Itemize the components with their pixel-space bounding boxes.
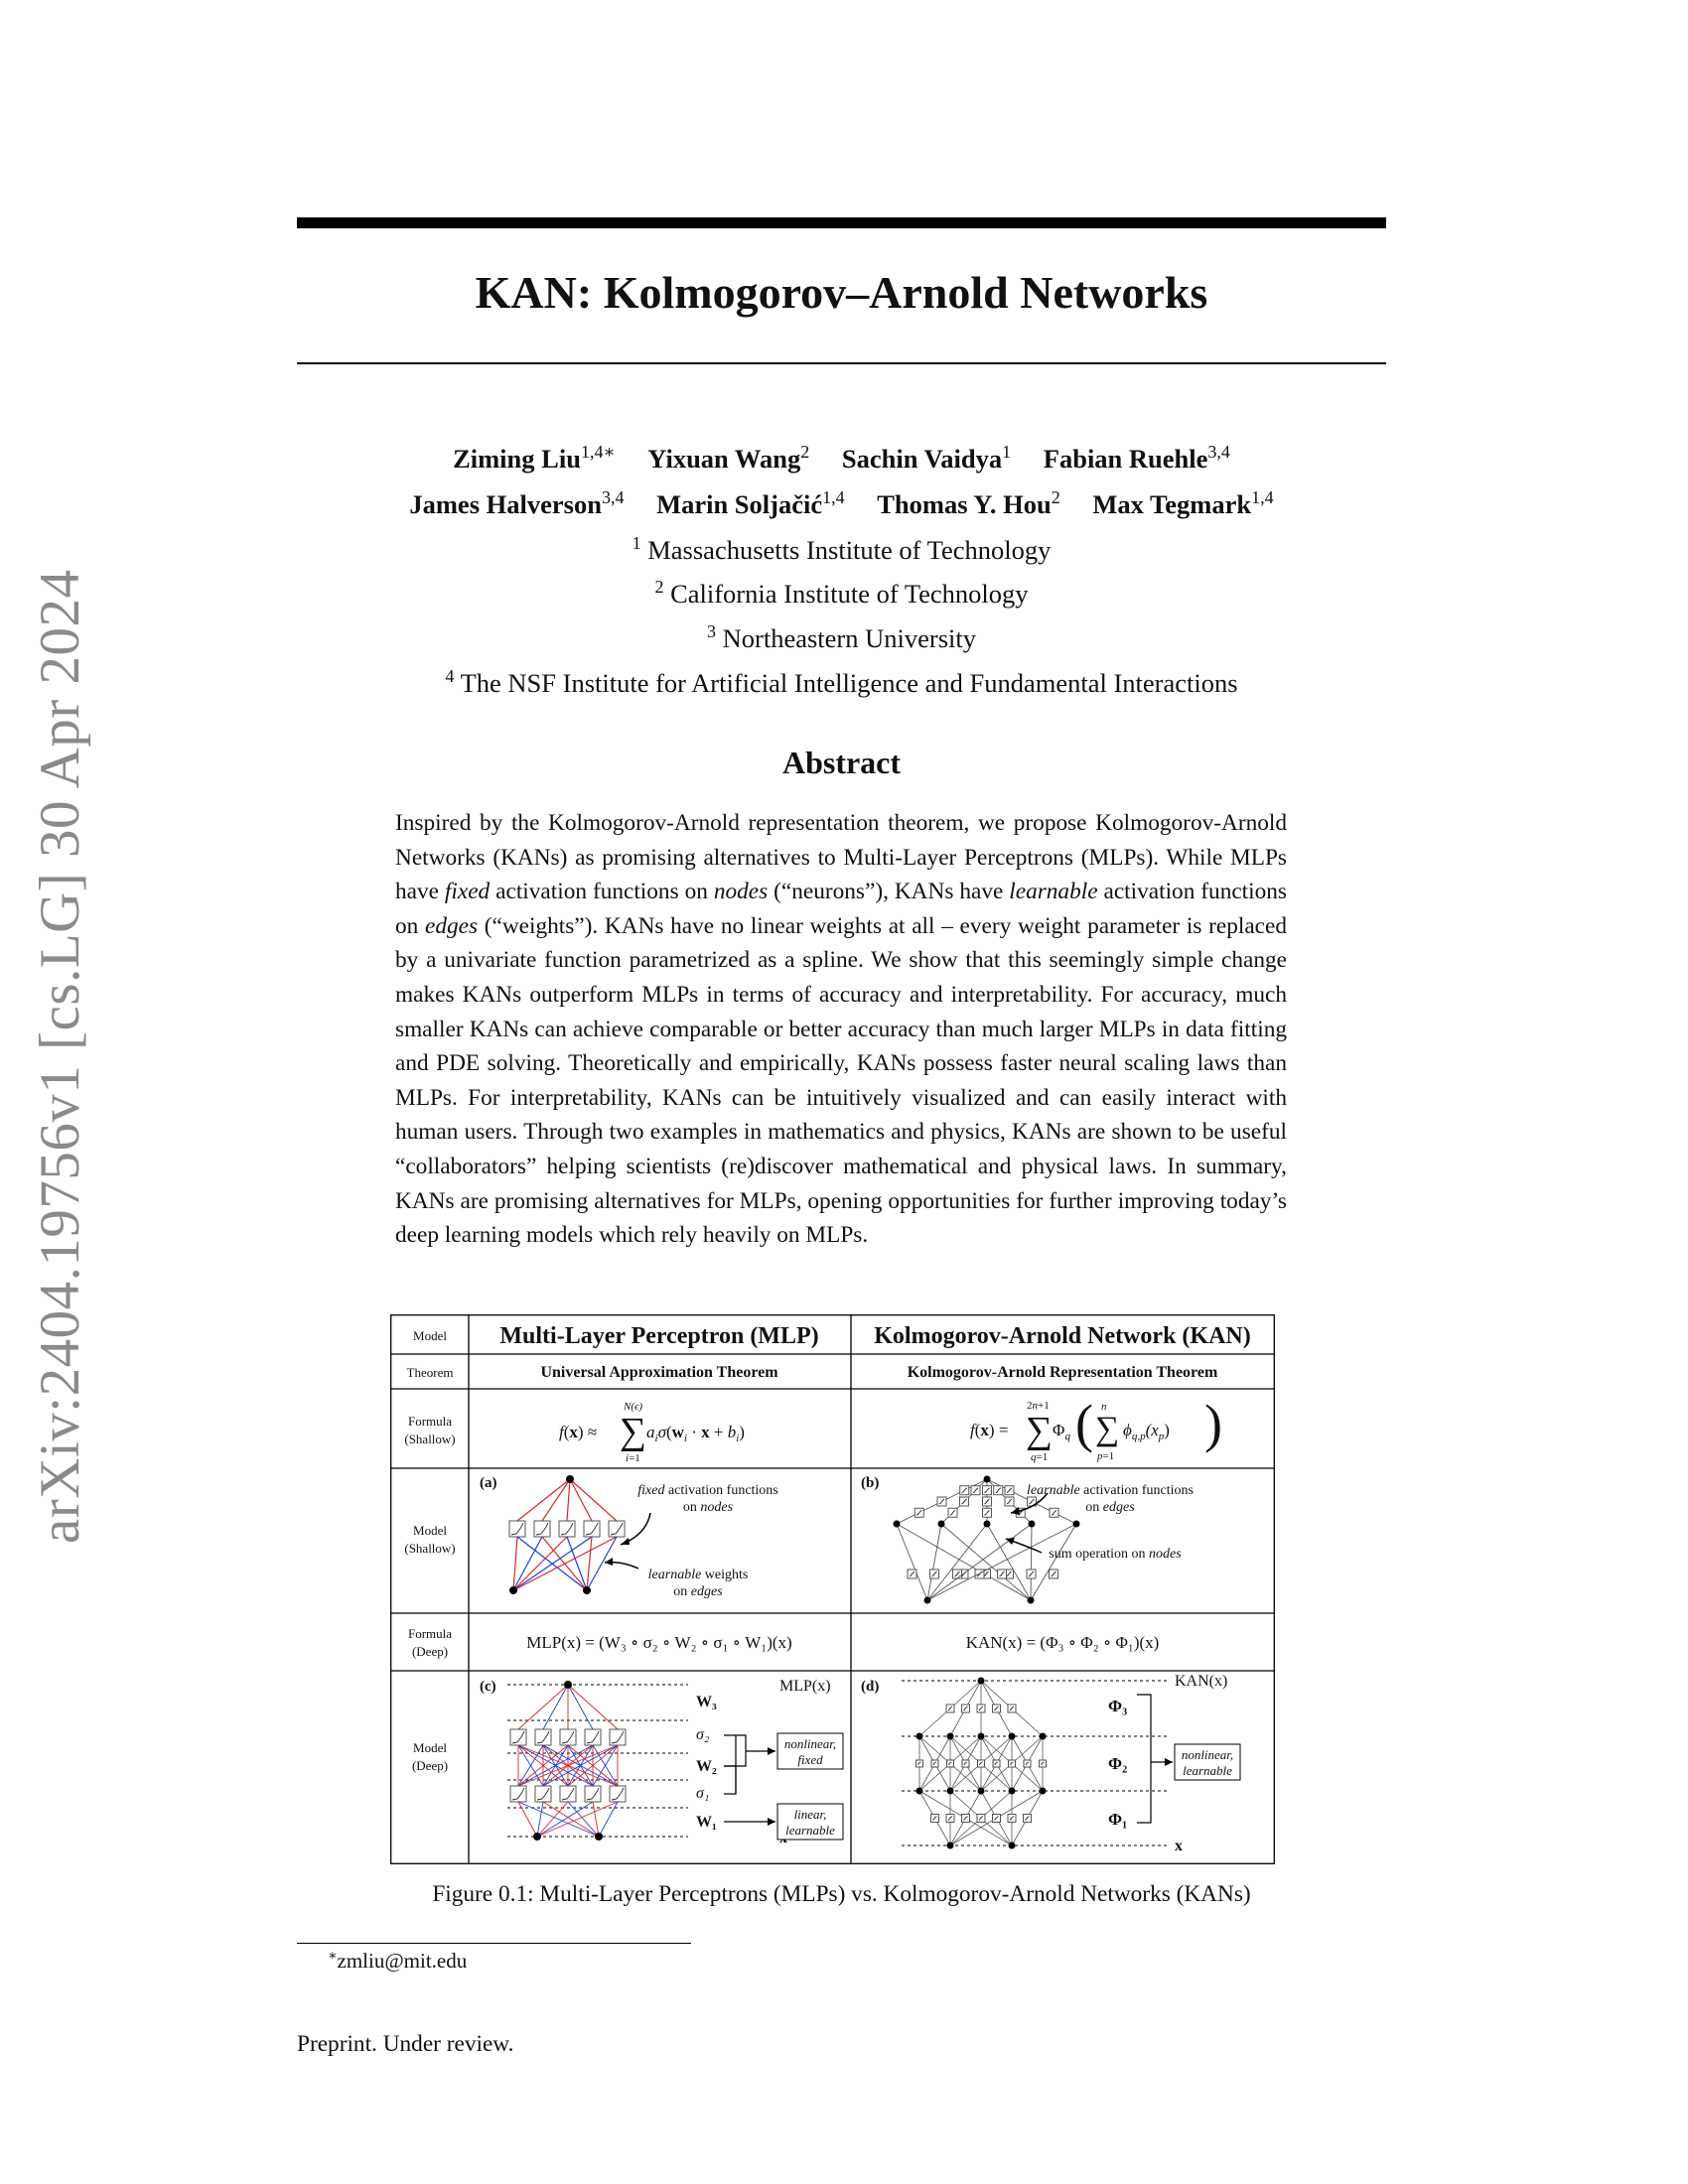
input-node: [947, 1843, 954, 1849]
kan-deep-diagram: [861, 1673, 1240, 1854]
affiliation: $^3$ Northeastern University: [707, 621, 976, 654]
preprint-notice: Preprint. Under review.: [297, 2031, 514, 2057]
author-line-2: [297, 478, 1386, 524]
row-label-formula: Formula: [407, 1626, 453, 1641]
svg-text:fixed: fixed: [797, 1752, 823, 1767]
kan-shallow-diagram: [861, 1475, 1194, 1604]
activation-box: [947, 1760, 954, 1767]
panel-label-b: (b): [861, 1475, 880, 1491]
sum-node: [1040, 1733, 1047, 1740]
title-top-rule: [297, 217, 1386, 228]
affiliation: $^1$ Massachusetts Institute of Technology: [632, 532, 1052, 565]
svg-text:sum operation on nodes: sum operation on nodes: [1049, 1547, 1182, 1562]
svg-text:f(x) ≈: f(x) ≈: [559, 1423, 598, 1441]
weight-edge: [568, 1685, 593, 1729]
svg-text:2n+1: 2n+1: [1027, 1400, 1050, 1412]
footnote-rule: [297, 1943, 691, 1944]
svg-text:∑: ∑: [620, 1411, 647, 1452]
activation-box: [978, 1760, 985, 1767]
function-edge: [927, 1524, 1032, 1600]
activation-box: [1040, 1760, 1047, 1767]
weight-edge: [543, 1802, 599, 1837]
sum-node: [947, 1733, 954, 1740]
affiliation: $^2$ California Institute of Technology: [654, 577, 1029, 610]
svg-text:): ): [1204, 1394, 1222, 1453]
kan-input-label: x: [1175, 1838, 1183, 1854]
weight-edge: [568, 1685, 618, 1729]
mlp-shallow-formula: [559, 1401, 745, 1464]
function-edge: [1031, 1524, 1032, 1600]
mlp-vs-kan-figure: [390, 1314, 1275, 1864]
output-node: [564, 1681, 572, 1689]
author: Ziming Liu$^{1,4∗}$: [453, 442, 616, 474]
row-label-theorem: Theorem: [406, 1365, 454, 1380]
sum-node: [978, 1733, 985, 1740]
activation-box: [931, 1760, 938, 1767]
sum-node: [916, 1733, 923, 1740]
svg-text:Φ₃: Φ₃: [1108, 1697, 1128, 1715]
author: Max Tegmark$^{1,4}$: [1092, 486, 1274, 519]
row-label-formula: Formula: [407, 1414, 453, 1429]
weight-edge: [567, 1479, 570, 1521]
sum-node: [1009, 1788, 1016, 1795]
input-node: [583, 1586, 591, 1594]
mlp-shallow-diagram: [480, 1475, 778, 1599]
mlp-deep-edges: [510, 1681, 626, 1841]
weight-edge: [517, 1479, 570, 1521]
author: Fabian Ruehle$^{3,4}$: [1043, 442, 1230, 474]
weight-edge: [537, 1802, 593, 1837]
svg-text:∑: ∑: [1026, 1410, 1054, 1451]
input-node: [595, 1833, 603, 1841]
input-node: [509, 1586, 517, 1594]
sum-node: [978, 1678, 985, 1685]
svg-text:(: (: [1075, 1394, 1093, 1453]
row-labels: [404, 1328, 455, 1773]
input-node: [1028, 1597, 1035, 1604]
panel-label-c: (c): [480, 1679, 496, 1695]
svg-text:σ₂: σ₂: [696, 1726, 710, 1743]
svg-text:∑: ∑: [1095, 1411, 1120, 1447]
svg-text:W₁: W₁: [696, 1814, 717, 1831]
mlp-deep-formula: MLP(x) = (W₃ ∘ σ₂ ∘ W₂ ∘ σ₁ ∘ W₁)(x): [526, 1633, 792, 1652]
kan-layer-labels: [1108, 1697, 1127, 1829]
input-node: [1009, 1843, 1016, 1849]
input-node: [533, 1833, 541, 1841]
svg-text:Φq: $\Phi_q$: [1053, 1421, 1070, 1442]
sum-node: [1029, 1521, 1036, 1528]
sum-node: [978, 1788, 985, 1795]
activation-box: [1009, 1760, 1016, 1767]
kan-shallow-formula: [970, 1394, 1222, 1463]
svg-text:W₂: W₂: [696, 1758, 717, 1775]
svg-text:fixed activation functions: fixed activation functions: [637, 1483, 778, 1498]
activation-box: [962, 1760, 969, 1767]
row-label-model: Model: [413, 1523, 447, 1538]
svg-text:learnable weights: learnable weights: [647, 1568, 749, 1582]
weight-edge: [518, 1685, 568, 1729]
function-edge: [897, 1524, 927, 1600]
svg-text:on nodes: on nodes: [682, 1500, 734, 1515]
figure-svg: [390, 1314, 1275, 1864]
sum-node: [984, 1476, 991, 1483]
mlp-output-label: MLP(x): [779, 1678, 831, 1695]
svg-text:f(x) =: f(x) =: [970, 1421, 1009, 1439]
svg-text:aiσ(wi · x + bi): $a_i\sigma(w_i \cdot x + b_i)$: [646, 1423, 745, 1444]
panel-label-d: (d): [861, 1679, 880, 1695]
author: Marin Soljačić$^{1,4}$: [656, 486, 845, 519]
mlp-header: Multi-Layer Perceptron (MLP): [499, 1323, 819, 1349]
row-label-model: Model: [413, 1328, 447, 1343]
author: Thomas Y. Hou$^2$: [877, 486, 1060, 519]
function-edge: [927, 1524, 941, 1600]
panel-label-a: (a): [480, 1475, 497, 1491]
kan-deep-formula: KAN(x) = (Φ₃ ∘ Φ₂ ∘ Φ₁)(x): [965, 1633, 1160, 1652]
kan-output-label: KAN(x): [1175, 1673, 1228, 1690]
author-line-1: [297, 433, 1386, 478]
arxiv-identifier-stamp: arXiv:2404.19756v1 [cs.LG] 30 Apr 2024: [29, 569, 91, 1544]
row-label-deep: (Deep): [411, 1644, 449, 1659]
svg-text:nonlinear,: nonlinear,: [783, 1736, 837, 1751]
abstract-text: Inspired by the Kolmogorov-Arnold representation theorem, we propose Kolmogorov-Arnold Networks (KANs) as promising alternatives to Multi-Layer Perceptrons (MLPs). While MLPs have fixed activation functions on nodes (“neurons”), KANs have learnable activation functions on edges (“weights”). KANs have no linear weights at all – every weight parameter is replaced by a univariate function parametrized as a spline. We show that this seemingly simple change makes KANs outperform MLPs in terms of accuracy and interpretability. For accuracy, much smaller KANs can achieve comparable or better accuracy than much larger MLPs in data fitting and PDE solving. Theoretically and empirically, KANs possess faster neural scaling laws than MLPs. For interpretability, KANs can be intuitively visualized and can easily interact with human users. Through two examples in mathematics and physics, KANs are shown to be useful “collaborators” helping scientists (re)discover mathematical and physical laws. In summary, KANs are promising alternatives for MLPs, opening opportunities for further improving today’s deep learning models which rely heavily on MLPs.: [395, 810, 1287, 1249]
activation-box: [916, 1760, 923, 1767]
author-block: [297, 433, 1386, 702]
function-edge: [987, 1524, 1031, 1600]
weight-edge: [537, 1802, 618, 1837]
weight-edge: [513, 1537, 567, 1590]
weight-edge: [518, 1802, 537, 1837]
weight-edge: [513, 1537, 517, 1590]
activation-box: [1024, 1760, 1031, 1767]
input-node: [924, 1597, 931, 1604]
sum-node: [984, 1521, 991, 1528]
author: Sachin Vaidya$^1$: [841, 442, 1012, 474]
mlp-shallow-edges: [509, 1475, 625, 1594]
row-label-shallow: (Shallow): [404, 1432, 456, 1446]
sum-node: [947, 1788, 954, 1795]
sum-node: [1009, 1733, 1016, 1740]
sum-node: [1073, 1521, 1080, 1528]
svg-text:N(ϵ): N(ϵ): [624, 1401, 643, 1413]
svg-text:learnable activation functions: learnable activation functions: [1027, 1483, 1194, 1498]
svg-text:learnable: learnable: [785, 1823, 835, 1838]
weight-edge: [542, 1479, 570, 1521]
paper-title: KAN: Kolmogorov–Arnold Networks: [475, 267, 1208, 318]
kan-header: Kolmogorov-Arnold Network (KAN): [874, 1323, 1251, 1349]
weight-edge: [570, 1479, 617, 1521]
svg-text:on edges: on edges: [673, 1584, 723, 1599]
svg-text:σ₁: σ₁: [696, 1785, 710, 1802]
svg-text:i=1: i=1: [626, 1452, 640, 1464]
row-label-model: Model: [413, 1740, 447, 1755]
mlp-layer-labels: [696, 1694, 717, 1831]
function-edge: [897, 1524, 1031, 1600]
row-label-deep: (Deep): [411, 1758, 449, 1773]
svg-text:q=1: q=1: [1031, 1451, 1049, 1463]
function-edge: [941, 1524, 1031, 1600]
mlp-deep-diagram: [480, 1678, 843, 1846]
sum-node: [1040, 1788, 1047, 1795]
footnote: ∗zmliu@mit.edu: [328, 1949, 468, 1973]
svg-text:nonlinear,: nonlinear,: [1181, 1747, 1234, 1762]
function-edge: [927, 1524, 987, 1600]
activation-box: [993, 1760, 1000, 1767]
output-node: [566, 1475, 574, 1483]
title-bottom-rule: [297, 362, 1386, 364]
svg-text:on edges: on edges: [1085, 1500, 1135, 1515]
row-label-shallow: (Shallow): [404, 1541, 456, 1556]
abstract-heading: Abstract: [781, 745, 902, 780]
weight-edge: [570, 1479, 592, 1521]
weight-edge: [518, 1802, 599, 1837]
mlp-theorem: Universal Approximation Theorem: [540, 1364, 778, 1381]
kan-theorem: Kolmogorov-Arnold Representation Theorem: [907, 1364, 1218, 1381]
svg-text:learnable: learnable: [1183, 1763, 1232, 1778]
sum-node: [894, 1521, 901, 1528]
weight-edge: [599, 1802, 618, 1837]
author: Yixuan Wang$^2$: [647, 442, 810, 474]
svg-text:n: n: [1101, 1401, 1107, 1413]
svg-text:ϕq,p(xp): $\phi_{q,p}(x_p)$: [1123, 1421, 1170, 1442]
svg-text:linear,: linear,: [793, 1807, 827, 1822]
author: James Halverson$^{3,4}$: [409, 486, 625, 519]
figure-caption: Figure 0.1: Multi-Layer Perceptrons (MLPs) vs. Kolmogorov-Arnold Networks (KANs): [432, 1881, 1251, 1907]
affiliation: $^4$ The NSF Institute for Artificial Intelligence and Fundamental Interactions: [445, 666, 1238, 698]
sum-node: [938, 1521, 945, 1528]
sum-node: [916, 1788, 923, 1795]
kan-deep-edges: [916, 1678, 1047, 1849]
svg-text:Φ₂: Φ₂: [1108, 1754, 1128, 1773]
svg-text:W₃: W₃: [696, 1694, 717, 1710]
weight-edge: [543, 1685, 568, 1729]
svg-text:p=1: p=1: [1097, 1450, 1115, 1462]
svg-text:Φ₁: Φ₁: [1108, 1810, 1128, 1829]
